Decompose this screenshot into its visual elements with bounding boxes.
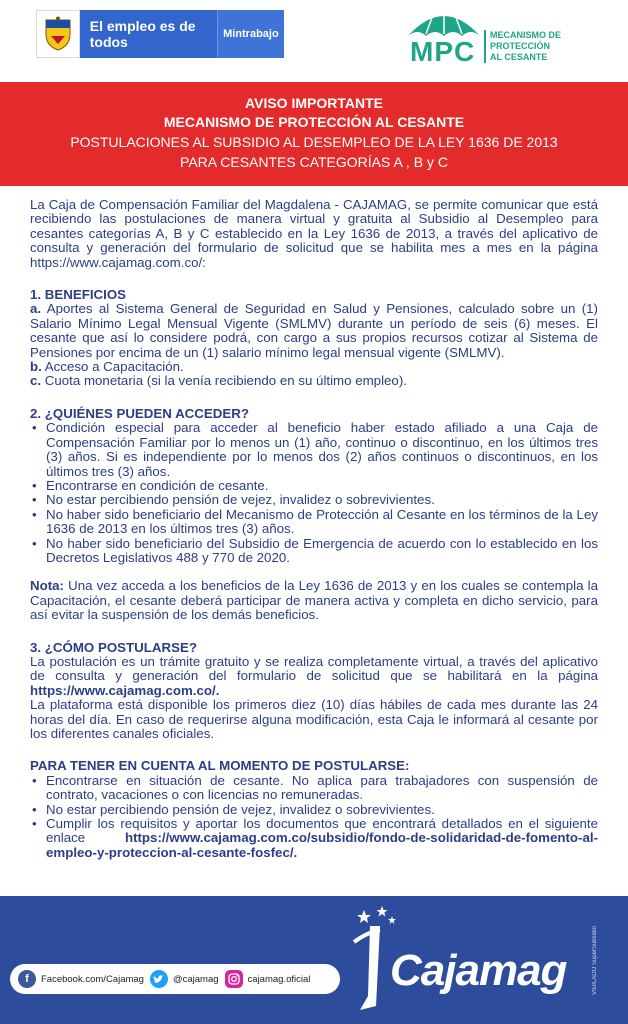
mpc-letters: MPC — [410, 36, 476, 67]
como-paragraph-2: La plataforma está disponible los primeros diez (10) días hábiles de cada mes durante las 24 horas del día. En caso de requerirse alguna modificación, esta Caja le informará al cesante por los diferentes canales oficiales. — [30, 697, 598, 741]
twitter-icon — [150, 970, 168, 988]
cajamag-link[interactable]: https://www.cajamag.com.co/. — [30, 682, 220, 698]
fosfec-link[interactable]: https://www.cajamag.com.co/subsidio/fondo-de-solidaridad-de-fomento-al-empleo-y-proteccion-al-cesante-fosfec/. — [46, 830, 598, 860]
banner-title: AVISO IMPORTANTE — [245, 95, 383, 111]
section-title-beneficios: 1. BENEFICIOS — [30, 287, 127, 303]
gov-logo — [36, 10, 284, 58]
item-label: c. — [30, 373, 42, 389]
twitter-handle: @cajamag — [172, 973, 219, 985]
mpc-caption-line: AL CESANTE — [490, 52, 548, 62]
cajamag-logo — [350, 906, 600, 1016]
como-text: La postulación es un trámite gratuito y se realiza completamente virtual, a través del aplicativo de consulta y generación del formulario de solicitud que se habilitará en la página — [30, 653, 598, 684]
section-title-como: 3. ¿CÓMO POSTULARSE? — [30, 639, 197, 655]
notice-banner — [0, 82, 628, 186]
colombia-shield-icon — [36, 10, 80, 58]
item-text: Cumplir los requisitos y aportar los documentos que encontrará detallados en el siguiente enlace — [46, 816, 598, 846]
banner-line: POSTULACIONES AL SUBSIDIO AL DESEMPLEO DE LA LEY 1636 DE 2013 — [70, 134, 558, 150]
facebook-icon: f — [18, 970, 36, 988]
banner-line: PARA CESANTES CATEGORÍAS A , B y C — [180, 154, 448, 170]
mpc-caption — [484, 30, 561, 63]
tips-list — [30, 774, 598, 860]
instagram-link[interactable] — [225, 970, 311, 988]
mpc-caption-line: MECANISMO DE — [490, 30, 562, 40]
twitter-link[interactable] — [150, 970, 219, 988]
mpc-caption-line: PROTECCIÓN — [490, 41, 551, 51]
list-item: • Condición especial para acceder al beneficio haber estado afiliado a una Caja de Compensación Familiar por lo menos un (1) año, continuo o discontinuo, en los últimos tres (3) años. Si es independiente por lo menos dos (2) años continuos o discontinuos, en los últimos tres (3) años. — [30, 421, 598, 479]
mpc-logo — [404, 4, 594, 76]
banner-subtitle: MECANISMO DE PROTECCIÓN AL CESANTE — [163, 114, 465, 130]
gov-slogan: El empleo es de todos — [80, 10, 217, 58]
nota-text: Una vez acceda a los beneficios de la Ley 1636 de 2013 y en los cuales se contempla la Capacitación, el cesante deberá participar de manera activa y completa en dicho servicio, para así evitar la suspensión de los demás beneficios. — [30, 578, 598, 623]
facebook-link[interactable] — [18, 970, 144, 988]
list-item: • Encontrarse en condición de cesante. — [30, 479, 598, 493]
instagram-icon — [225, 970, 243, 988]
header — [0, 0, 628, 80]
item-text: Acceso a Capacitación. — [41, 359, 184, 375]
list-item — [30, 817, 598, 860]
cajamag-brand-name: Cajamag — [390, 946, 567, 995]
section-title-quienes: 2. ¿QUIÉNES PUEDEN ACCEDER? — [30, 405, 249, 421]
beneficio-c — [30, 374, 598, 388]
beneficio-b — [30, 360, 598, 374]
intro-paragraph: La Caja de Compensación Familiar del Magdalena - CAJAMAG, se permite comunicar que está recibiendo las postulaciones de manera virtual y gratuita al Subsidio al Desempleo para cesantes categorías A, B y C establecido en la Ley 1636 de 2013, a través del aplicativo de consulta y generación del formulario de solicitud que se habilita mes a mes en la página https://www.cajamag.com.co/: — [30, 197, 598, 270]
item-label: b. — [30, 359, 42, 375]
item-text: Cuota monetaria (si la venía recibiendo en su último empleo). — [41, 373, 407, 389]
requirements-list — [30, 421, 598, 565]
vigilado-label: VIGILADO SuperSubsidio — [592, 926, 598, 996]
item-label: a. — [30, 301, 42, 317]
nota-label: Nota: — [30, 578, 64, 594]
gov-ministry: Mintrabajo — [217, 10, 284, 58]
section-title-tener: PARA TENER EN CUENTA AL MOMENTO DE POSTULARSE: — [30, 758, 410, 774]
item-text: Aportes al Sistema General de Seguridad en Salud y Pensiones, calculado sobre un (1) Salario Mínimo Legal Mensual Vigente (SMLMV) durante un período de seis (6) meses. El cesante que así lo considere podrá, con cargo a sus propios recursos cotizar al Sistema de Pensiones por encima de un (1) salario mínimo legal mensual vigente (SMLMV). — [30, 301, 598, 360]
beneficio-a — [30, 302, 598, 360]
instagram-handle: cajamag.oficial — [247, 973, 311, 985]
list-item: • No estar percibiendo pensión de vejez, invalidez o sobrevivientes. — [30, 803, 598, 817]
list-item: • No estar percibiendo pensión de vejez, invalidez o sobrevivientes. — [30, 493, 598, 507]
list-item: • No haber sido beneficiario del Subsidio de Emergencia de acuerdo con lo establecido en los Decretos Legislativos 488 y 770 de 2020. — [30, 537, 598, 566]
como-paragraph-1 — [30, 655, 598, 698]
social-bar — [10, 964, 340, 994]
facebook-handle: Facebook.com/Cajamag — [41, 973, 144, 985]
list-item: • Encontrarse en situación de cesante. No aplica para trabajadores con suspensión de contrato, vacaciones o con licencias no remuneradas. — [30, 774, 598, 803]
list-item: • No haber sido beneficiario del Mecanismo de Protección al Cesante en los términos de la Ley 1636 de 2013 en los últimos tres (3) años. — [30, 508, 598, 537]
nota-paragraph — [30, 579, 598, 622]
notice-body — [30, 198, 598, 860]
